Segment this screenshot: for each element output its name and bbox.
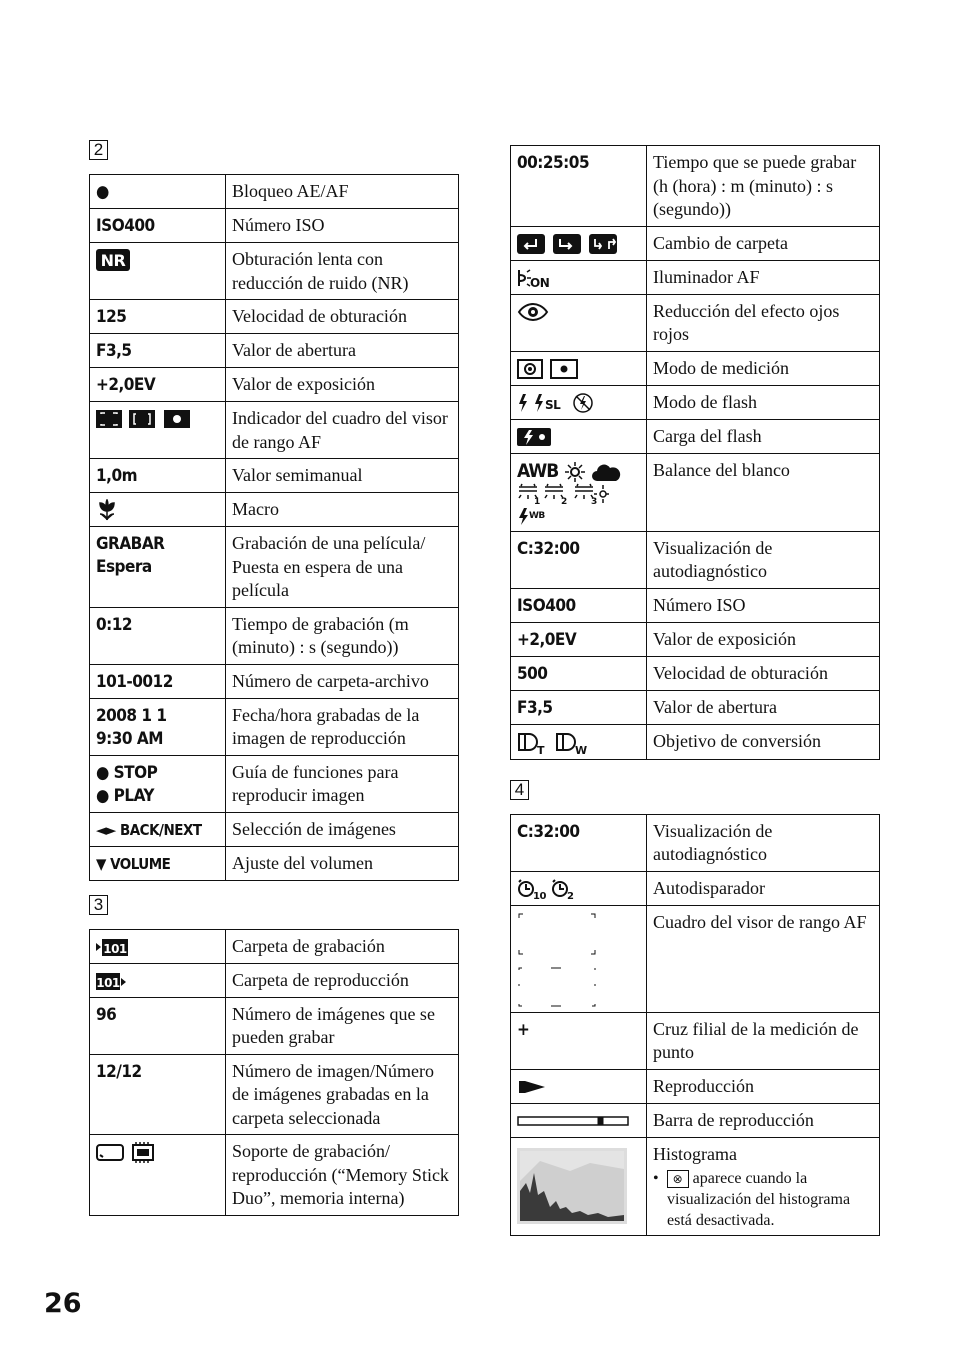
rec-folder-icon xyxy=(96,937,128,957)
af-illuminator-icon xyxy=(517,267,557,289)
symbol-cell: GRABAR Espera xyxy=(90,527,226,608)
symbol-cell xyxy=(90,1135,226,1216)
histogram-label: Histograma xyxy=(653,1143,737,1164)
description-cell: Modo de medición xyxy=(647,351,880,385)
table-row xyxy=(90,300,459,334)
table-row xyxy=(90,607,459,664)
table-row xyxy=(90,846,459,880)
table-row xyxy=(511,351,880,385)
table-row xyxy=(511,622,880,656)
description-cell: Número de imagen/Número de imágenes grabadas en la carpeta seleccionada xyxy=(226,1054,459,1135)
symbol-cell: ISO400 xyxy=(511,588,647,622)
description-cell: Velocidad de obturación xyxy=(226,300,459,334)
histogram-note: • ⊗ aparece cuando la visualización del histograma está desactivada. xyxy=(653,1170,851,1229)
description-cell: Macro xyxy=(226,493,459,527)
symbol-cell: ◄► BACK/NEXT xyxy=(90,812,226,846)
svg-text:3: 3 xyxy=(591,496,597,505)
symbol-cell: C:32:00 xyxy=(511,531,647,588)
symbol-cell: ISO400 xyxy=(90,209,226,243)
symbol-cell: ● STOP ● PLAY xyxy=(90,755,226,812)
table-row xyxy=(90,698,459,755)
symbol-cell: ▼ VOLUME xyxy=(90,846,226,880)
description-cell: Selección de imágenes xyxy=(226,812,459,846)
table-row xyxy=(511,260,880,294)
description-cell: Valor semimanual xyxy=(226,459,459,493)
left-column xyxy=(89,140,459,1230)
table-row xyxy=(90,812,459,846)
section-2-table xyxy=(89,174,459,881)
table-row xyxy=(90,175,459,209)
symbol-cell xyxy=(511,294,647,351)
svg-text:2: 2 xyxy=(561,496,567,505)
table-row xyxy=(511,385,880,419)
symbol-cell xyxy=(511,226,647,260)
description-cell: Cambio de carpeta xyxy=(647,226,880,260)
symbol-cell xyxy=(511,905,647,1012)
folder-change-icons xyxy=(517,233,617,255)
table-row xyxy=(90,459,459,493)
description-cell: Ajuste del volumen xyxy=(226,846,459,880)
table-row xyxy=(90,243,459,300)
description-cell: Número de imágenes que se pueden grabar xyxy=(226,997,459,1054)
description-cell: Carga del flash xyxy=(647,419,880,453)
description-cell: Modo de flash xyxy=(647,385,880,419)
display-button-icon: ⊗ xyxy=(667,1170,689,1188)
symbol-cell xyxy=(511,453,647,531)
table-row xyxy=(90,664,459,698)
table-row xyxy=(511,690,880,724)
awb-label: AWB xyxy=(517,459,559,482)
conversion-lens-icons xyxy=(517,731,593,755)
description-cell: Balance del blanco xyxy=(647,453,880,531)
description-cell: Iluminador AF xyxy=(647,260,880,294)
table-row xyxy=(90,527,459,608)
symbol-cell xyxy=(511,260,647,294)
svg-text:101: 101 xyxy=(96,975,120,990)
description-cell: Número ISO xyxy=(226,209,459,243)
table-row xyxy=(511,814,880,871)
flash-wb-icon xyxy=(517,506,547,526)
symbol-cell: F3,5 xyxy=(511,690,647,724)
description-cell: Carpeta de grabación xyxy=(226,929,459,963)
play-folder-icon xyxy=(96,971,128,991)
table-row xyxy=(90,334,459,368)
af-frame-icons xyxy=(96,409,192,429)
symbol-cell: +2,0EV xyxy=(511,622,647,656)
description-cell: Reproducción xyxy=(647,1069,880,1103)
playback-icon xyxy=(517,1078,547,1096)
svg-text:WB: WB xyxy=(529,510,545,521)
media-icons xyxy=(96,1141,156,1163)
description-cell: Valor de exposición xyxy=(226,368,459,402)
description-cell: Tiempo que se puede grabar (h (hora) : m (minuto) : s (segundo)) xyxy=(647,146,880,227)
red-eye-icon xyxy=(517,302,549,322)
description-cell xyxy=(647,1137,880,1236)
symbol-cell xyxy=(511,1137,647,1236)
description-cell: Valor de abertura xyxy=(647,690,880,724)
symbol-cell xyxy=(511,724,647,759)
self-timer-icons xyxy=(517,878,581,900)
symbol-cell: 101-0012 xyxy=(90,664,226,698)
symbol-cell xyxy=(511,871,647,905)
table-row xyxy=(90,755,459,812)
svg-text:T: T xyxy=(537,743,545,755)
section-number-4: 4 xyxy=(510,780,529,800)
table-row xyxy=(511,294,880,351)
symbol-cell xyxy=(511,385,647,419)
table-row xyxy=(90,1054,459,1135)
right-column xyxy=(510,145,880,1250)
description-cell: Objetivo de conversión xyxy=(647,724,880,759)
description-cell: Autodisparador xyxy=(647,871,880,905)
af-range-frame-icon xyxy=(517,912,597,1008)
section-4-table xyxy=(510,814,880,1237)
symbol-cell: C:32:00 xyxy=(511,814,647,871)
table-row xyxy=(90,1135,459,1216)
table-row xyxy=(511,588,880,622)
description-cell: Tiempo de grabación (m (minuto) : s (segundo)) xyxy=(226,607,459,664)
description-cell: Número ISO xyxy=(647,588,880,622)
symbol-cell xyxy=(90,402,226,459)
svg-text:101: 101 xyxy=(103,941,127,956)
svg-text:1: 1 xyxy=(534,496,540,505)
symbol-cell: 2008 1 1 9:30 AM xyxy=(90,698,226,755)
svg-text:NR: NR xyxy=(100,251,126,270)
macro-icon xyxy=(96,499,118,521)
table-row xyxy=(511,1012,880,1069)
flash-mode-icons xyxy=(517,392,597,414)
table-row xyxy=(511,871,880,905)
table-row xyxy=(90,929,459,963)
table-row xyxy=(511,905,880,1012)
symbol-cell: 96 xyxy=(90,997,226,1054)
sun-icon xyxy=(563,461,587,483)
fluorescent-icons xyxy=(517,483,611,505)
description-cell: Velocidad de obturación xyxy=(647,656,880,690)
symbol-cell: F3,5 xyxy=(90,334,226,368)
metering-icons xyxy=(517,358,579,380)
symbol-cell: +2,0EV xyxy=(90,368,226,402)
section-right-table xyxy=(510,145,880,760)
svg-text:ON: ON xyxy=(530,275,550,289)
table-row xyxy=(90,402,459,459)
description-cell: Carpeta de reproducción xyxy=(226,963,459,997)
description-cell: Obturación lenta con reducción de ruido (NR) xyxy=(226,243,459,300)
description-cell: Grabación de una película/ Puesta en espera de una película xyxy=(226,527,459,608)
symbol-cell: 12/12 xyxy=(90,1054,226,1135)
table-row xyxy=(90,368,459,402)
cloudy-icon xyxy=(592,461,622,483)
symbol-cell xyxy=(511,419,647,453)
description-cell: Valor de exposición xyxy=(647,622,880,656)
section-3-table xyxy=(89,929,459,1216)
table-row xyxy=(511,226,880,260)
symbol-cell: ● xyxy=(90,175,226,209)
symbol-cell: 0:12 xyxy=(90,607,226,664)
description-cell: Número de carpeta-archivo xyxy=(226,664,459,698)
histogram-icon xyxy=(517,1148,627,1224)
svg-text:10: 10 xyxy=(533,890,546,900)
symbol-cell: 1,0m xyxy=(90,459,226,493)
svg-text:W: W xyxy=(575,743,587,755)
description-cell: Soporte de grabación/ reproducción (“Memory Stick Duo”, memoria interna) xyxy=(226,1135,459,1216)
description-cell: Indicador del cuadro del visor de rango AF xyxy=(226,402,459,459)
svg-text:2: 2 xyxy=(567,890,574,900)
histogram-note-text: aparece cuando la visualización del histograma está desactivada. xyxy=(667,1170,851,1229)
symbol-cell xyxy=(511,1103,647,1137)
symbol-cell: 00:25:05 xyxy=(511,146,647,227)
symbol-cell xyxy=(90,929,226,963)
description-cell: Visualización de autodiagnóstico xyxy=(647,531,880,588)
table-row xyxy=(90,963,459,997)
table-row xyxy=(90,493,459,527)
symbol-cell xyxy=(90,493,226,527)
table-row xyxy=(90,997,459,1054)
nr-icon xyxy=(96,249,130,271)
table-row xyxy=(511,531,880,588)
table-row xyxy=(511,1069,880,1103)
page-number: 26 xyxy=(44,1288,82,1319)
svg-text:SL: SL xyxy=(545,397,561,412)
playback-bar-icon xyxy=(517,1115,629,1127)
symbol-cell: + xyxy=(511,1012,647,1069)
table-row xyxy=(511,656,880,690)
section-number-2: 2 xyxy=(89,140,108,160)
table-row xyxy=(90,209,459,243)
description-cell: Barra de reproducción xyxy=(647,1103,880,1137)
symbol-cell xyxy=(90,243,226,300)
description-cell: Bloqueo AE/AF xyxy=(226,175,459,209)
symbol-cell: 500 xyxy=(511,656,647,690)
description-cell: Visualización de autodiagnóstico xyxy=(647,814,880,871)
table-row xyxy=(511,146,880,227)
table-row xyxy=(511,1103,880,1137)
table-row xyxy=(511,724,880,759)
section-number-3: 3 xyxy=(89,895,108,915)
description-cell: Guía de funciones para reproducir imagen xyxy=(226,755,459,812)
table-row xyxy=(511,419,880,453)
description-cell: Valor de abertura xyxy=(226,334,459,368)
table-row xyxy=(511,1137,880,1236)
symbol-cell xyxy=(90,963,226,997)
symbol-cell xyxy=(511,1069,647,1103)
description-cell: Reducción del efecto ojos rojos xyxy=(647,294,880,351)
symbol-cell xyxy=(511,351,647,385)
flash-charge-icon xyxy=(517,427,551,447)
table-row xyxy=(511,453,880,531)
description-cell: Cruz filial de la medición de punto xyxy=(647,1012,880,1069)
description-cell: Cuadro del visor de rango AF xyxy=(647,905,880,1012)
description-cell: Fecha/hora grabadas de la imagen de reproducción xyxy=(226,698,459,755)
white-balance-icons xyxy=(517,460,640,527)
symbol-cell: 125 xyxy=(90,300,226,334)
